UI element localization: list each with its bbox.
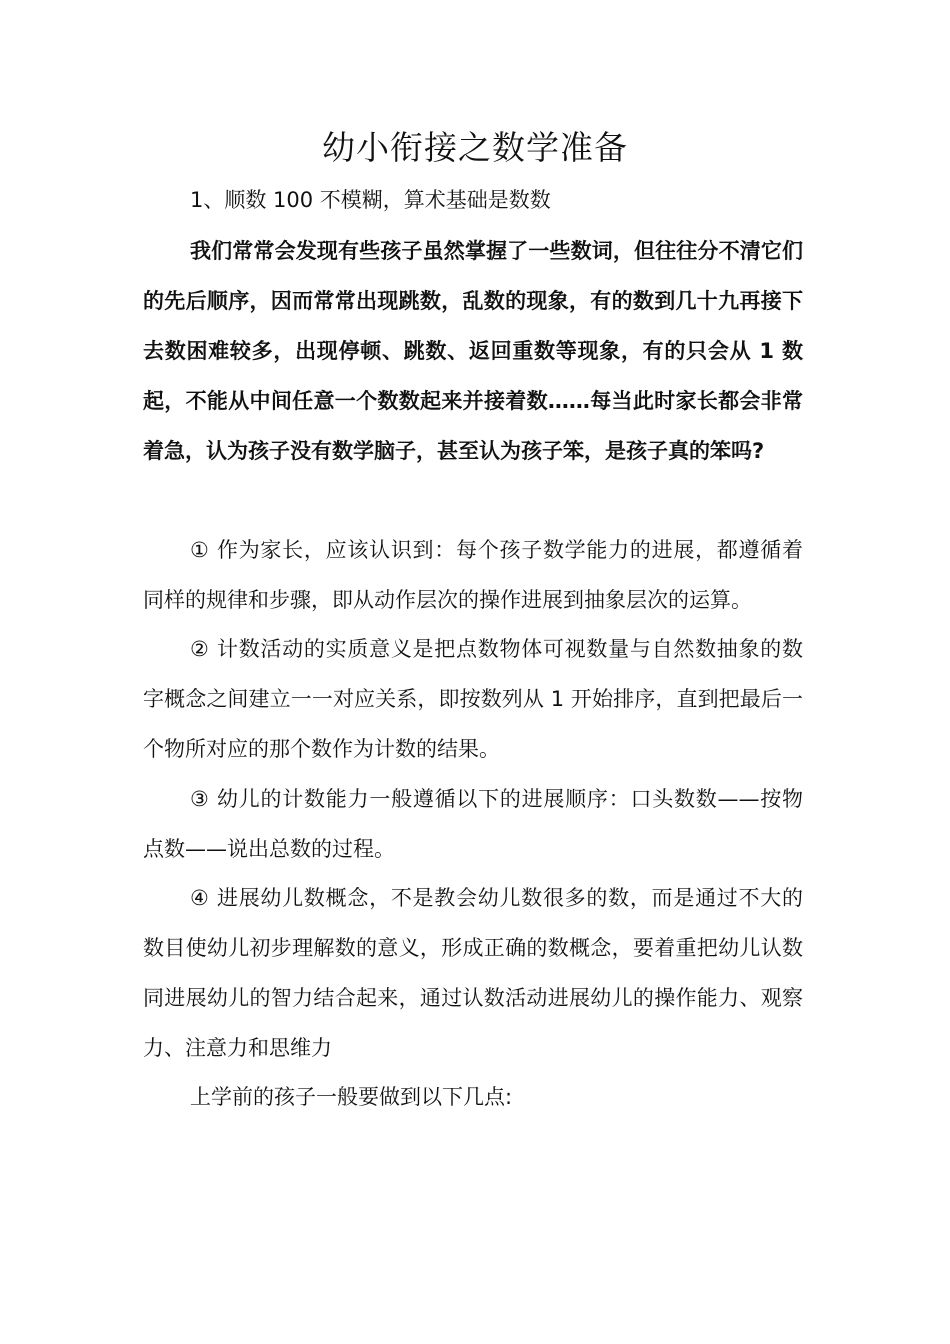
point-paragraph-3: ③ 幼儿的计数能力一般遵循以下的进展顺序：口头数数——按物点数——说出总数的过程。 (143, 787, 803, 861)
point-paragraph-2: ② 计数活动的实质意义是把点数物体可视数量与自然数抽象的数字概念之间建立一一对应关系，即按数列从 1 开始排序，直到把最后一个物所对应的那个数作为计数的结果。 (143, 637, 803, 761)
closing-line: 上学前的孩子一般要做到以下几点: (190, 1085, 513, 1109)
point-paragraph-4: ④ 进展幼儿数概念，不是教会幼儿数很多的数，而是通过不大的数目使幼儿初步理解数的意义，形成正确的数概念，要着重把幼儿认数同进展幼儿的智力结合起来，通过认数活动进展幼儿的操作能力、观察力、注意力和思维力 (143, 886, 803, 1060)
intro-paragraph: 我们常常会发现有些孩子虽然掌握了一些数词，但往往分不清它们的先后顺序，因而常常出现跳数，乱数的现象，有的数到几十九再接下去数困难较多，出现停顿、跳数、返回重数等现象，有的只会从 1 数起，不能从中间任意一个数数起来并接着数……每当此时家长都会非常着急，认为孩子没有数学脑子，甚至认为孩子笨，是孩子真的笨吗? (143, 239, 803, 463)
document-title: 幼小衔接之数学准备 (322, 128, 628, 167)
section-heading: 1、顺数 100 不模糊，算术基础是数数 (190, 188, 551, 212)
point-paragraph-1: ① 作为家长，应该认识到：每个孩子数学能力的进展，都遵循着同样的规律和步骤，即从动作层次的操作进展到抽象层次的运算。 (143, 538, 803, 612)
